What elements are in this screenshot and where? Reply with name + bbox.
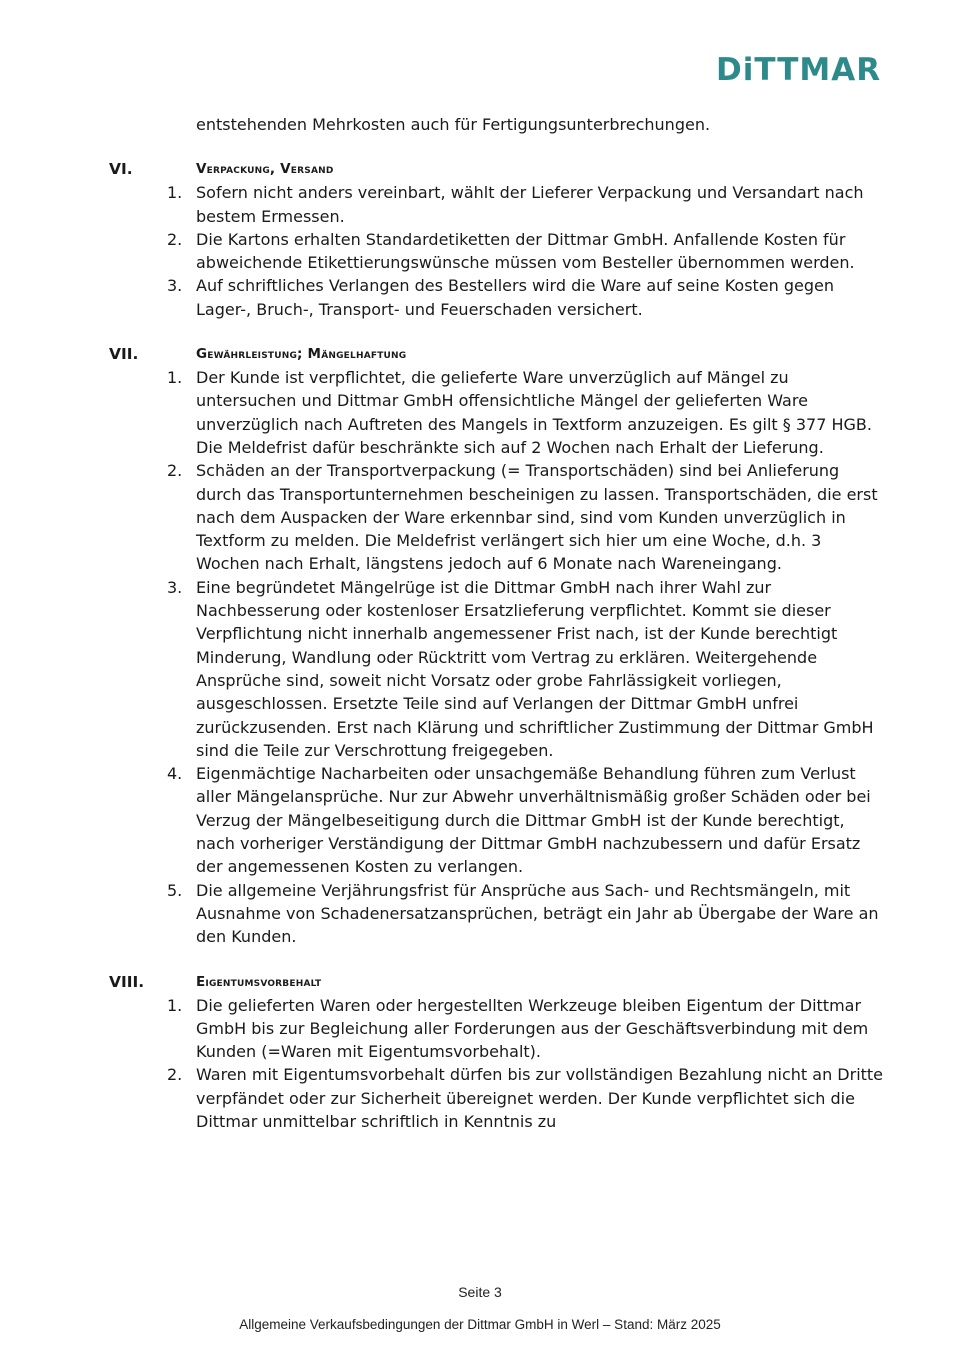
item-number: 1. <box>167 368 183 388</box>
list-item <box>0 228 960 275</box>
item-text: Sofern nicht anders vereinbart, wählt der Lieferer Verpackung und Versandart nach bestem Ermessen. <box>196 183 864 226</box>
list-item <box>0 994 960 1064</box>
item-text: Die gelieferten Waren oder hergestellten Werkzeuge bleiben Eigentum der Dittmar GmbH bis zur Begleichung aller Forderungen aus der Geschäftsverbindung mit dem Kunden (=Waren mit Eigentumsvorbehalt). <box>196 995 869 1062</box>
section-number: VII. <box>109 345 139 364</box>
item-text: Eine begründetet Mängelrüge ist die Dittmar GmbH nach ihrer Wahl zur Nachbesserung oder kostenloser Ersatzlieferung verpflichtet. Kommt sie dieser Verpflichtung nicht innerhalb angemessener Frist nach, ist der Kunde berechtigt Minderung, Wandlung oder Rücktritt vom Vertrag zu erklären. Weitergehende Ansprüche sind, soweit nicht Vorsatz oder grobe Fahrlässigkeit vorliegen, ausgeschlossen. Ersetzte Teile sind auf Verlangen der Dittmar GmbH unfrei zurückzusenden. Erst nach Klärung und schriftlicher Zustimmung der Dittmar GmbH sind die Teile zur Verschrottung freigegeben. <box>196 577 874 760</box>
item-number: 1. <box>167 183 183 203</box>
list-item <box>0 879 960 949</box>
item-number: 3. <box>167 577 183 597</box>
section-number: VIII. <box>109 972 145 991</box>
item-text: Schäden an der Transportverpackung (= Transportschäden) sind bei Anlieferung durch das Transportunternehmen bescheinigen zu lassen. Transportschäden, die erst nach dem Auspacken der Ware erkennbar sind, sind vom Kunden unverzüglich in Textform zu melden. Die Meldefrist verlängert sich hier um eine Woche, d.h. 3 Wochen nach Erhalt, längstens jedoch auf 6 Monate nach Wareneingang. <box>196 461 878 574</box>
footer-text: Allgemeine Verkaufsbedingungen der Dittmar GmbH in Werl – Stand: März 2025 <box>239 1317 721 1332</box>
section-header <box>0 971 960 994</box>
list-item <box>0 576 960 762</box>
document-body <box>0 113 960 1133</box>
item-number: 5. <box>167 880 183 900</box>
section-vii <box>0 343 960 948</box>
dittmar-logo: DiTTMAR <box>716 52 882 88</box>
list-item <box>0 274 960 321</box>
section-title: Gewährleistung; Mängelhaftung <box>196 346 407 363</box>
list-item <box>0 762 960 878</box>
item-text: Auf schriftliches Verlangen des Bestellers wird die Ware auf seine Kosten gegen Lager-, Bruch-, Transport- und Feuerschaden versichert. <box>196 276 835 319</box>
item-text: Die Kartons erhalten Standardetiketten der Dittmar GmbH. Anfallende Kosten für abweichende Etikettierungswünsche müssen vom Besteller übernommen werden. <box>196 229 855 273</box>
item-text: Eigenmächtige Nacharbeiten oder unsachgemäße Behandlung führen zum Verlust aller Mängelansprüche. Nur zur Abwehr unverhältnismäßig großer Schäden oder bei Verzug der Mängelbeseitigung durch die Dittmar GmbH ist der Kunde berechtigt, nach vorheriger Verständigung der Dittmar GmbH nachzubessern und dafür Ersatz der angemessenen Kosten zu verlangen. <box>196 764 871 877</box>
item-text: Waren mit Eigentumsvorbehalt dürfen bis zur vollständigen Bezahlung nicht an Dritte verpfändet oder zur Sicherheit übereignet werden. Der Kunde verpflichtet sich die Dittmar unmittelbar schriftlich in Kenntnis zu <box>196 1065 884 1131</box>
section-header <box>0 343 960 366</box>
item-text: Der Kunde ist verpflichtet, die gelieferte Ware unverzüglich auf Mängel zu untersuchen und Dittmar GmbH offensichtliche Mängel der gelieferten Ware unverzüglich nach Auftreten des Mangels in Textform anzuzeigen. Es gilt § 377 HGB. <box>196 368 872 434</box>
section-viii <box>0 971 960 1134</box>
section-number: VI. <box>109 160 133 179</box>
item-number: 2. <box>167 461 183 481</box>
section-title: Eigentumsvorbehalt <box>196 973 322 990</box>
list-item <box>0 1063 960 1133</box>
item-number: 2. <box>167 1065 183 1085</box>
item-number: 2. <box>167 229 183 249</box>
item-number: 1. <box>167 995 183 1015</box>
list-item <box>0 366 960 459</box>
section-header <box>0 158 960 181</box>
item-text: Die allgemeine Verjährungsfrist für Ansprüche aus Sach- und Rechtsmängeln, mit Ausnahme von Schadenersatzansprüchen, beträgt ein Jahr ab Übergabe der Ware an den Kunden. <box>196 880 879 947</box>
page-number: Seite 3 <box>458 1284 502 1300</box>
continuation-text: entstehenden Mehrkosten auch für Fertigungsunterbrechungen. <box>196 115 711 134</box>
item-number: 3. <box>167 276 183 296</box>
list-item <box>0 181 960 228</box>
item-number: 4. <box>167 764 183 784</box>
list-item <box>0 459 960 575</box>
item-text-continued: Die Meldefrist dafür beschränkte sich auf 2 Wochen nach Erhalt der Lieferung. <box>196 437 824 457</box>
section-title: Verpackung, Versand <box>196 161 334 178</box>
section-vi <box>0 158 960 321</box>
